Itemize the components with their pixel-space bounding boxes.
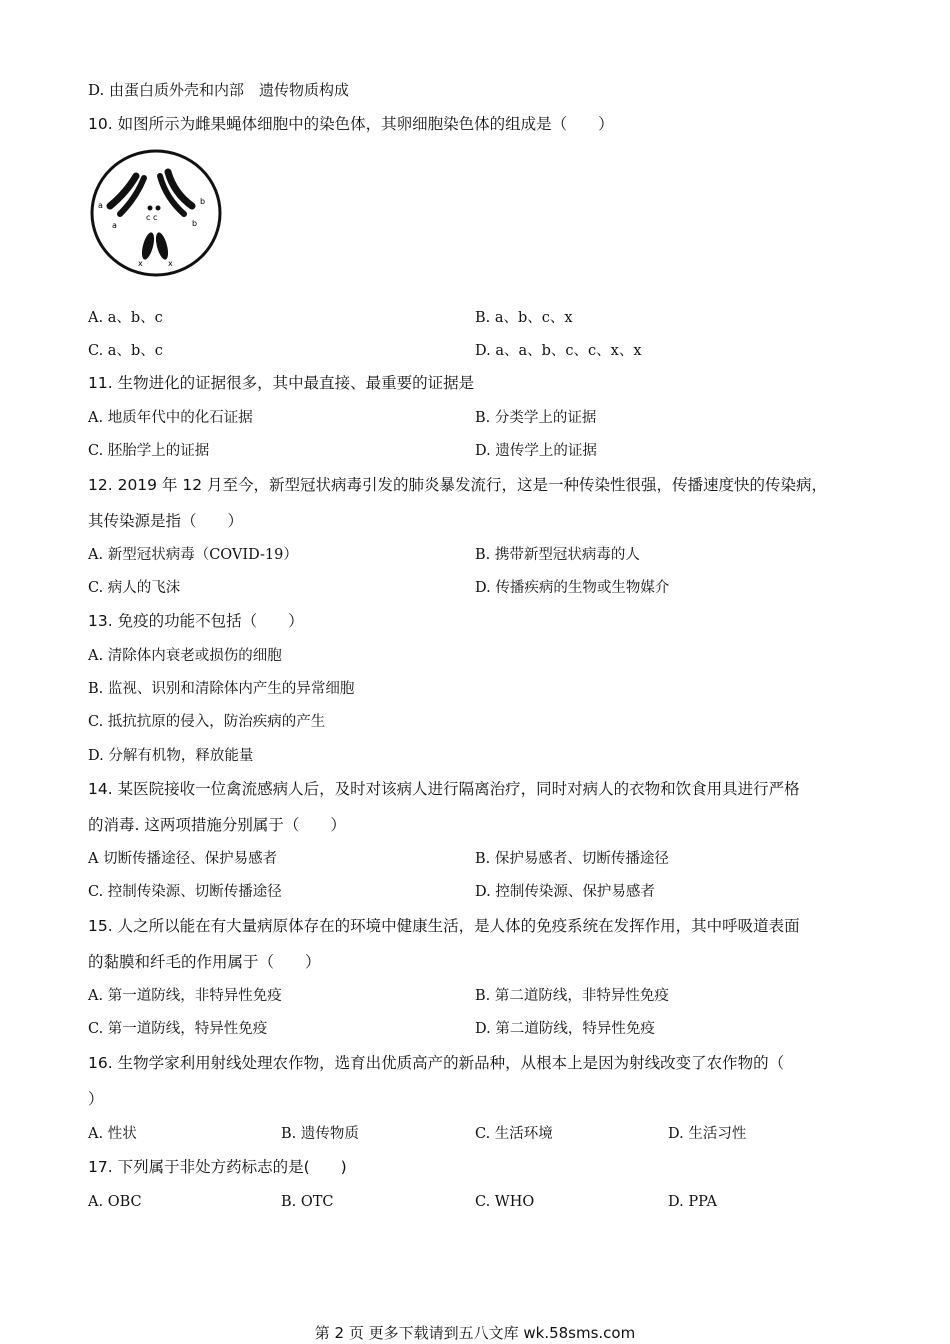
q11-option-b: B. 分类学上的证据 [475, 410, 597, 426]
q16-stem-line2: ） [88, 1090, 104, 1108]
q10-option-b: B. a、b、c、x [475, 310, 573, 326]
q15-option-a: A. 第一道防线，非特异性免疫 [88, 988, 282, 1004]
q15-option-b: B. 第二道防线，非特异性免疫 [475, 988, 669, 1004]
q9-option-d: D. 由蛋白质外壳和内部 遗传物质构成 [88, 81, 350, 99]
q11-option-c: C. 胚胎学上的证据 [88, 443, 210, 459]
q17-option-d: D. PPA [668, 1194, 717, 1210]
label-b1: b [200, 197, 206, 206]
label-a2: a [112, 221, 117, 230]
q10-option-a: A. a、b、c [88, 310, 163, 326]
label-b2: b [192, 219, 198, 228]
q13-option-b: B. 监视、识别和清除体内产生的异常细胞 [88, 681, 355, 697]
q13-option-d: D. 分解有机物，释放能量 [88, 748, 254, 764]
q10-option-c: C. a、b、c [88, 343, 163, 359]
q14-option-c: C. 控制传染源、切断传播途径 [88, 884, 282, 900]
q12-stem-line2: 其传染源是指（ ） [88, 512, 244, 530]
q10-option-d: D. a、a、b、c、c、x、x [475, 343, 642, 359]
q16-option-c: C. 生活环境 [475, 1126, 553, 1142]
q14-option-a: A 切断传播途径、保护易感者 [88, 851, 278, 867]
q12-option-a: A. 新型冠状病毒（COVID-19） [88, 547, 298, 563]
q12-stem-line1: 12. 2019 年 12 月至今，新型冠状病毒引发的肺炎暴发流行，这是一种传染性很强，传播速度快的传染病， [88, 476, 828, 494]
label-a1: a [98, 201, 103, 210]
q17-option-b: B. OTC [281, 1194, 334, 1210]
q14-stem-line2: 的消毒. 这两项措施分别属于（ ） [88, 816, 346, 834]
q17-option-a: A. OBC [88, 1194, 142, 1210]
q11-option-d: D. 遗传学上的证据 [475, 443, 597, 459]
q11-stem: 11. 生物进化的证据很多，其中最直接、最重要的证据是 [88, 374, 475, 392]
q16-option-a: A. 性状 [88, 1126, 137, 1142]
q16-option-b: B. 遗传物质 [281, 1126, 359, 1142]
page-footer: 第 2 页 更多下载请到五八文库 wk.58sms.com [314, 1324, 636, 1342]
q11-option-a: A. 地质年代中的化石证据 [88, 410, 253, 426]
q12-option-c: C. 病人的飞沫 [88, 580, 181, 596]
q17-option-c: C. WHO [475, 1194, 535, 1210]
q12-option-b: B. 携带新型冠状病毒的人 [475, 547, 640, 563]
q13-option-c: C. 抵抗抗原的侵入，防治疾病的产生 [88, 714, 326, 730]
q15-stem-line1: 15. 人之所以能在有大量病原体存在的环境中健康生活，是人体的免疫系统在发挥作用，其中呼吸道表面 [88, 917, 800, 935]
q13-option-a: A. 清除体内衰老或损伤的细胞 [88, 648, 282, 664]
q14-stem-line1: 14. 某医院接收一位禽流感病人后，及时对该病人进行隔离治疗，同时对病人的衣物和饮食用具进行严格 [88, 780, 800, 798]
q12-option-d: D. 传播疾病的生物或生物媒介 [475, 580, 670, 596]
q10-stem: 10. 如图所示为雌果蝇体细胞中的染色体，其卵细胞染色体的组成是（ ） [88, 115, 614, 133]
label-x2: x [168, 259, 173, 268]
q15-option-c: C. 第一道防线，特异性免疫 [88, 1021, 268, 1037]
q16-option-d: D. 生活习性 [668, 1126, 747, 1142]
q13-stem: 13. 免疫的功能不包括（ ） [88, 612, 304, 630]
q14-option-d: D. 控制传染源、保护易感者 [475, 884, 655, 900]
q15-stem-line2: 的黏膜和纤毛的作用属于（ ） [88, 953, 321, 971]
label-x1: x [138, 259, 143, 268]
q15-option-d: D. 第二道防线，特异性免疫 [475, 1021, 655, 1037]
q14-option-b: B. 保护易感者、切断传播途径 [475, 851, 669, 867]
chromosome-figure [88, 148, 226, 280]
q16-stem-line1: 16. 生物学家利用射线处理农作物，选育出优质高产的新品种，从根本上是因为射线改变了农作物的（ [88, 1054, 785, 1072]
q17-stem: 17. 下列属于非处方药标志的是( ) [88, 1158, 347, 1176]
label-c: c c [146, 213, 158, 222]
